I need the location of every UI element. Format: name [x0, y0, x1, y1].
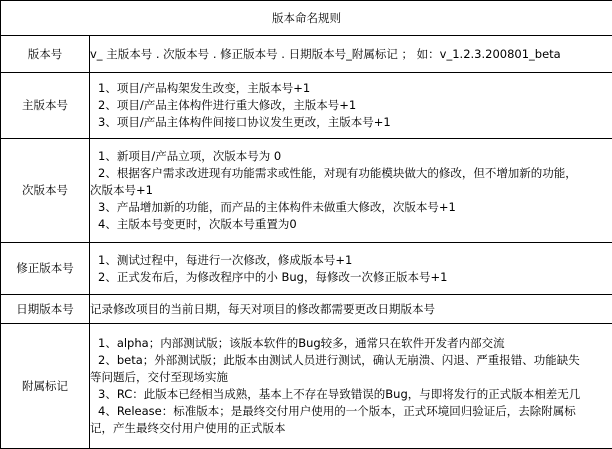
content-line: 2、正式发布后，为修改程序中的小 Bug，每修改一次修正版本号+1: [90, 269, 612, 286]
content-line: 4、主版本号变更时，次版本号重置为0: [90, 216, 612, 233]
content-line: 2、根据客户需求改进现有功能需求或性能，对现有功能模块做大的修改，但不增加新的功能，: [90, 165, 612, 182]
table-row: [1, 243, 612, 295]
row-label-suffix-tag: 附属标记: [1, 324, 90, 449]
content-line: 1、项目/产品构架发生改变，主版本号+1: [90, 80, 612, 97]
table-row: [1, 139, 612, 243]
content-line: 2、项目/产品主体构件进行重大修改，主版本号+1: [90, 97, 612, 114]
content-line: 3、RC：此版本已经相当成熟，基本上不存在导致错误的Bug，与即将发行的正式版本相差无几: [90, 386, 612, 403]
content-line: 记录修改项目的当前日期，每天对项目的修改都需要更改日期版本号: [90, 301, 612, 318]
table-title: 版本命名规则: [1, 1, 612, 36]
row-label-version-number: 版本号: [1, 36, 90, 73]
row-content-version-number: [90, 36, 612, 73]
table-row: [1, 324, 612, 449]
content-line: 4、Release：标准版本；是最终交付用户使用的一个版本，正式环境回归验证后，去除附属标: [90, 403, 612, 420]
content-line: 记，产生最终交付用户使用的正式版本: [90, 420, 612, 437]
table-row: [1, 295, 612, 324]
row-label-minor-version: 次版本号: [1, 139, 90, 243]
row-content-major-version: [90, 73, 612, 139]
row-label-patch-version: 修正版本号: [1, 243, 90, 295]
row-content-suffix-tag: [90, 324, 612, 449]
content-line: 等问题后，交付至现场实施: [90, 369, 612, 386]
table-row: [1, 73, 612, 139]
content-line: v_ 主版本号 . 次版本号 . 修正版本号 . 日期版本号_附属标记 ； 如：v_1.2.3.200801_beta: [90, 46, 612, 63]
content-line: 1、新项目/产品立项，次版本号为 0: [90, 148, 612, 165]
content-line: 1、alpha；内部测试版；该版本软件的Bug较多，通常只在软件开发者内部交流: [90, 335, 612, 352]
content-line: 3、项目/产品主体构件间接口协议发生更改，主版本号+1: [90, 114, 612, 131]
content-line: 3、产品增加新的功能，而产品的主体构件未做重大修改，次版本号+1: [90, 199, 612, 216]
table-row: [1, 36, 612, 73]
row-label-major-version: 主版本号: [1, 73, 90, 139]
table-title-row: [1, 1, 612, 36]
row-content-patch-version: [90, 243, 612, 295]
content-line: 次版本号+1: [90, 182, 612, 199]
row-content-minor-version: [90, 139, 612, 243]
row-content-date-version: [90, 295, 612, 324]
content-line: 2、beta；外部测试版；此版本由测试人员进行测试，确认无崩溃、闪退、严重报错、功能缺失: [90, 352, 612, 369]
content-line: 1、测试过程中，每进行一次修改，修成版本号+1: [90, 252, 612, 269]
row-label-date-version: 日期版本号: [1, 295, 90, 324]
